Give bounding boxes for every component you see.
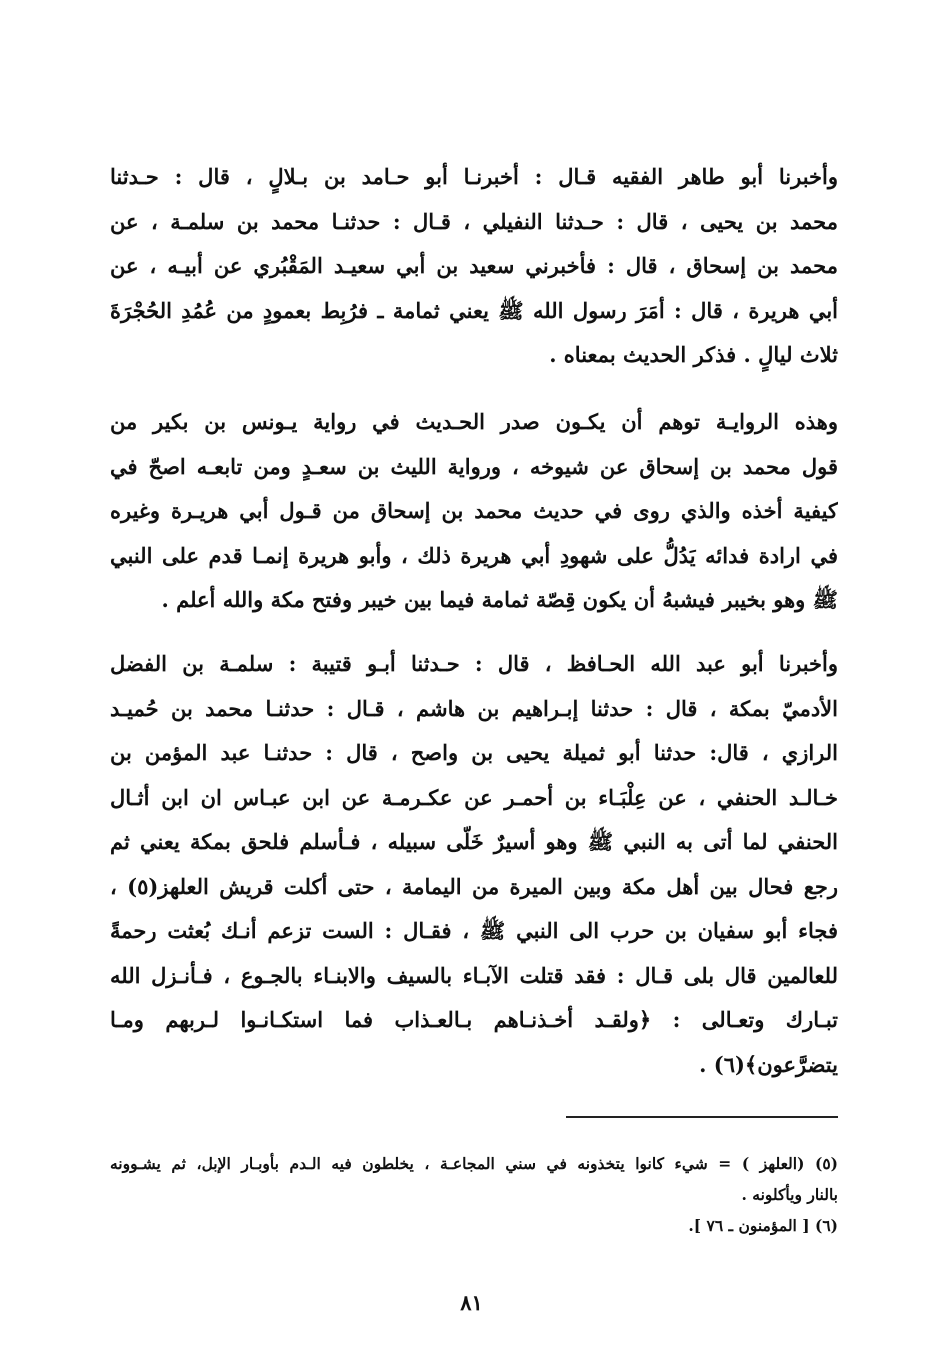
footnote-line: بالنار ويأكلونه . — [741, 1185, 838, 1204]
text-line: الحنفي لما أتى به النبي ﷺ وهو أسيرٌ خَلّى سبيله ، فـأسلم فلحق بمكة يعني ثم — [110, 829, 838, 854]
paragraph-1 — [110, 155, 838, 378]
text-line: ثلاث ليالٍ . فذكر الحديث بمعناه . — [549, 342, 838, 367]
text-line: رجع فحال بين أهل مكة وبين الميرة من اليمامة ، حتى أكلت قريش العلهز(٥) ، — [110, 873, 838, 899]
text-line: فجاء أبو سفيان بن حرب الى النبي ﷺ ، فقـال : الست تزعم أنـك بُعثت رحمةً — [110, 918, 838, 943]
paragraph-3 — [110, 642, 838, 1087]
text-line: ﷺ وهو بخيبر فيشبهُ أن يكون قِصّة ثمامة فيما بين خيبر وفتح مكة والله أعلم . — [161, 587, 838, 612]
page-number: ٨١ — [460, 1290, 483, 1315]
paragraph-2 — [110, 400, 838, 623]
text-line: وأخبرنا أبو عبد الله الحـافظ ، قال : حـدثنا أبـو قتيبة : سلمـة بن الفضل — [110, 651, 838, 676]
footnote-line: (٦) [ المؤمنون ـ ٧٦ ]. — [688, 1216, 838, 1235]
text-line: محمد بن إسحاق ، قال : فأخبرني سعيد بن أبي سعيـد المَقْبُري عن أبيـه ، عن — [110, 253, 838, 278]
text-line: كيفية أخذه والذي روى في حديث محمد بن إسحاق من قـول أبي هريـرة وغيره — [110, 498, 838, 523]
text-line: يتضرَّعون﴾(٦) . — [699, 1051, 838, 1077]
text-line: الرازي ، قال: حدثنا أبو ثميلة يحيى بن واصح ، قال : حدثنـا عبد المؤمن بن — [110, 740, 838, 765]
text-line: قول محمد بن إسحاق عن شيوخه ، ورواية الليث بن سعـدٍ ومن تابعـه اصحّ في — [110, 453, 838, 479]
footnote-divider — [566, 1116, 838, 1118]
text-line: أبي هريرة ، قال : أمَرَ رسول الله ﷺ يعني ثمامة ـ فرُبِط بعمودٍ من عُمُدِ الحُجْرَةَ — [110, 297, 838, 323]
footnote-line: (٥) (العلهز ) = شيء كانوا يتخذونه في سني المجاعـة ، يخلطون فيه الـدم بأوبـار الإبل، ثم يشـوونه — [110, 1154, 838, 1173]
text-line: للعالمين قال بلى قـال : فقد قتلت الآبـاء بالسيف والابنـاء بالجـوع ، فـأنـزل الله — [110, 962, 838, 988]
text-line: في ارادة فدائه يَدُلُّ على شهودِ أبي هريرة ذلك ، وأبو هريرة إنمـا قدم على النبي — [110, 542, 838, 568]
text-line: محمد بن يحيى ، قال : حـدثنا النفيلي ، قـال : حدثنـا محمد بن سلمـة ، عن — [110, 208, 838, 234]
text-line: وأخبرنا أبو طاهر الفقيه قـال : أخبرنـا أبو حـامد بن بـلالٍ ، قال : حـدثنا — [110, 164, 838, 189]
text-line: تبـارك وتعـالى : ﴿ولقـد أخـذنـاهم بـالعـذاب فما استكـانـوا لـربهم ومـا — [110, 1007, 838, 1032]
footnotes — [110, 1148, 838, 1241]
text-line: وهذه الروايـة توهم أن يكـون صدر الحـديث في رواية يـونس بن بكير من — [110, 409, 838, 434]
text-line: الأدميّ بمكة ، قال : حدثنا إبـراهيم بن هاشم ، قـال : حدثنـا محمد بن حُميـد — [110, 695, 838, 721]
text-line: خـالـد الحنفي ، عن عِلْبَـاء بن أحمـر عن عكـرمـة عن ابن عبـاس ان ابن أثـال — [110, 784, 838, 810]
